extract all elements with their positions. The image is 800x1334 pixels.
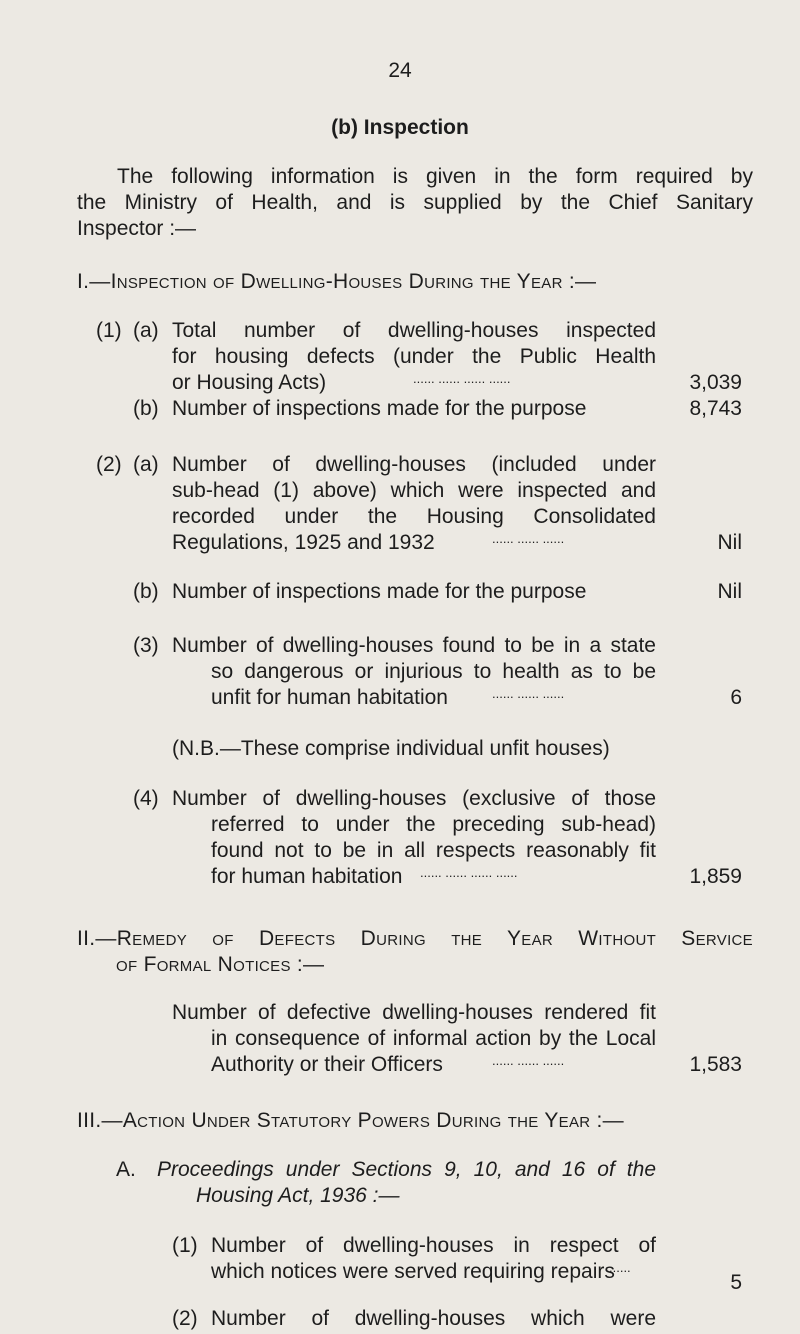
part1-item4-value: 1,859 [689,865,742,888]
part1-item2a-line-1: Number of dwelling-houses (included under [172,453,656,476]
part2-heading-line-1: II.—Remedy of Defects During the Year Without Service [77,927,753,950]
part3-item1-line-1: Number of dwelling-houses in respect of [211,1234,656,1257]
part1-item3-line-2: so dangerous or injurious to health as to be [211,660,656,683]
section-heading: (b) Inspection [331,116,469,139]
part1-item2b-label: (b) [133,580,159,603]
part1-item3-number: (3) [133,634,159,657]
part2-leader-dots: ...... ...... ...... [492,1053,565,1068]
part1-item4-line-2: referred to under the preceding sub-head) [211,813,656,836]
part1-item1a-line-3: or Housing Acts) [172,371,327,394]
part1-item3-value: 6 [730,686,742,709]
part2-line-2: in consequence of informal action by the Local [211,1027,656,1050]
part1-item1-number: (1) [96,319,122,342]
part1-item2-number: (2) [96,453,122,476]
part1-item1a-line-2: for housing defects (under the Public Health [172,345,656,368]
part1-item1a-value: 3,039 [689,371,742,394]
part1-item3-line-3: unfit for human habitation [211,686,448,709]
part3-subA-line-2: Housing Act, 1936 :— [196,1184,400,1207]
part3-item1-number: (1) [172,1234,198,1257]
part1-item3-line-1: Number of dwelling-houses found to be in a state [172,634,656,657]
part3-heading: III.—Action Under Statutory Powers During the Year :— [77,1109,624,1132]
part1-item1a-leader-dots: ...... ...... ...... ...... [413,371,511,386]
part1-item2b-text: Number of inspections made for the purpose [172,580,587,603]
intro-line-3: Inspector :— [77,217,197,240]
part1-item2b-value: Nil [717,580,742,603]
part1-item3-leader-dots: ...... ...... ...... [492,686,565,701]
part3-subA-label: A. [116,1158,136,1181]
intro-line-1: The following information is given in the form required by [117,165,753,188]
part1-item2a-line-2: sub-head (1) above) which were inspected and [172,479,656,502]
part1-item1b-value: 8,743 [689,397,742,420]
part1-item1b-label: (b) [133,397,159,420]
part2-value: 1,583 [689,1053,742,1076]
part1-item2a-value: Nil [717,531,742,554]
part1-heading: I.—Inspection of Dwelling-Houses During the Year :— [77,270,597,293]
part1-item4-line-3: found not to be in all respects reasonably fit [211,839,656,862]
page-number: 24 [388,59,412,82]
part1-item2a-line-4: Regulations, 1925 and 1932 [172,531,435,554]
part1-item4-line-1: Number of dwelling-houses (exclusive of those [172,787,656,810]
part1-item1a-line-1: Total number of dwelling-houses inspected [172,319,656,342]
part3-item2-number: (2) [172,1307,198,1330]
part3-subA-line-1: Proceedings under Sections 9, 10, and 16 of the [157,1158,656,1181]
part1-item2a-label: (a) [133,453,159,476]
part2-line-3: Authority or their Officers [211,1053,443,1076]
part1-item1a-label: (a) [133,319,159,342]
part1-item2a-line-3: recorded under the Housing Consolidated [172,505,656,528]
part3-item1-line-2: which notices were served requiring repairs [211,1260,615,1283]
part3-item1-leader-dots: ...... [609,1260,631,1275]
part2-line-1: Number of defective dwelling-houses rendered fit [172,1001,656,1024]
part3-item2-line-1: Number of dwelling-houses which were [211,1307,656,1330]
part1-item3-note: (N.B.—These comprise individual unfit houses) [172,737,610,760]
part1-item2a-leader-dots: ...... ...... ...... [492,531,565,546]
part3-item1-value: 5 [730,1271,742,1294]
part1-item4-line-4: for human habitation [211,865,403,888]
part2-heading-line-2: of Formal Notices :— [116,953,325,976]
intro-line-2: the Ministry of Health, and is supplied by the Chief Sanitary [77,191,753,214]
part1-item4-leader-dots: ...... ...... ...... ...... [420,865,518,880]
part1-item1b-text: Number of inspections made for the purpose [172,397,587,420]
part1-item4-number: (4) [133,787,159,810]
